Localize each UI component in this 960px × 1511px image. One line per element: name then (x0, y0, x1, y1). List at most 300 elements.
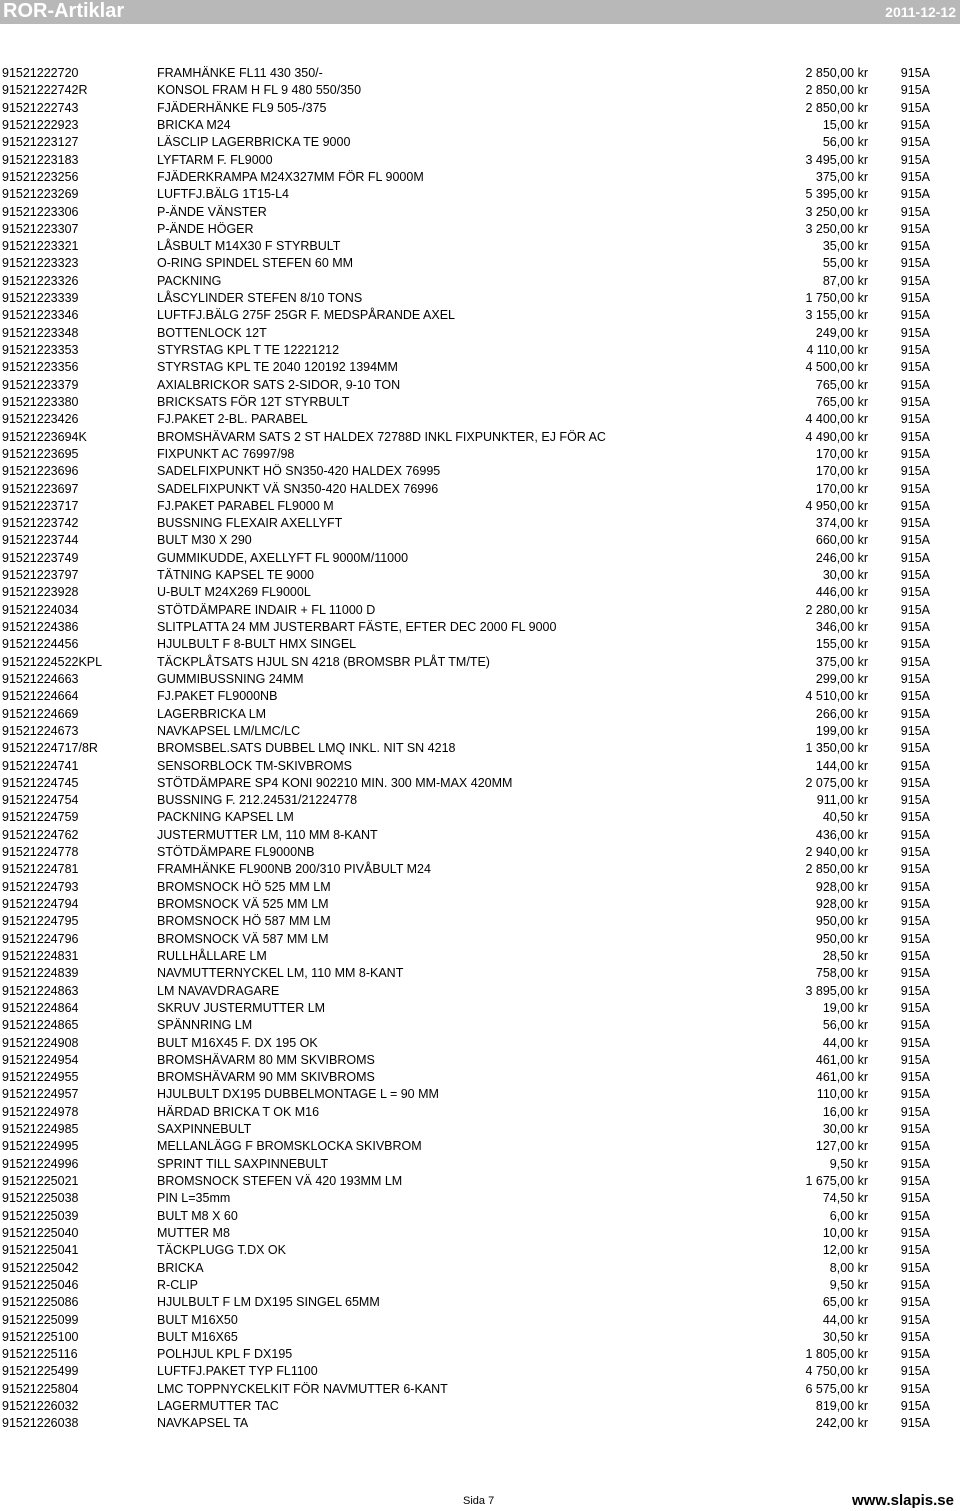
article-price: 3 250,00 kr (805, 204, 868, 219)
article-number: 91521224864 (2, 1000, 79, 1015)
article-price: 1 350,00 kr (805, 741, 868, 756)
article-code: 915A (900, 429, 930, 444)
article-code: 915A (900, 758, 930, 773)
article-description: HJULBULT F LM DX195 SINGEL 65MM (157, 1295, 380, 1310)
article-code: 915A (900, 1035, 930, 1050)
article-code: 915A (900, 100, 930, 115)
table-row (0, 481, 960, 498)
article-number: 91521225804 (2, 1381, 79, 1396)
table-row (0, 186, 960, 203)
table-row (0, 758, 960, 775)
article-description: STÖTDÄMPARE FL9000NB (157, 845, 315, 860)
table-row (0, 1104, 960, 1121)
article-number: 91521224957 (2, 1087, 79, 1102)
article-price: 249,00 kr (815, 325, 868, 340)
article-price: 170,00 kr (815, 446, 868, 461)
article-description: U-BULT M24X269 FL9000L (157, 585, 311, 600)
article-code: 915A (900, 845, 930, 860)
article-number: 91521224717/8R (2, 741, 98, 756)
article-number: 91521223269 (2, 187, 79, 202)
article-description: BROMSBEL.SATS DUBBEL LMQ INKL. NIT SN 4218 (157, 741, 456, 756)
article-description: GUMMIKUDDE, AXELLYFT FL 9000M/11000 (157, 550, 409, 565)
article-code: 915A (900, 1347, 930, 1362)
article-price: 1 750,00 kr (805, 291, 868, 306)
article-price: 4 490,00 kr (805, 429, 868, 444)
table-row (0, 342, 960, 359)
table-row (0, 861, 960, 878)
article-number: 91521225040 (2, 1225, 79, 1240)
article-description: NAVKAPSEL TA (157, 1416, 249, 1431)
table-row (0, 1277, 960, 1294)
table-row (0, 844, 960, 861)
article-code: 915A (900, 1174, 930, 1188)
article-code: 915A (900, 187, 930, 202)
article-price: 3 155,00 kr (805, 308, 868, 323)
article-number: 91521223744 (2, 533, 79, 548)
article-price: 110,00 kr (816, 1087, 868, 1102)
table-row (0, 636, 960, 653)
article-number: 91521224669 (2, 706, 79, 721)
article-code: 915A (900, 498, 930, 513)
article-code: 915A (900, 1122, 930, 1137)
table-row (0, 775, 960, 792)
article-price: 5 395,00 kr (805, 187, 868, 202)
article-number: 91521225042 (2, 1260, 79, 1275)
article-code: 915A (900, 620, 930, 634)
article-code: 915A (900, 464, 930, 479)
article-description: STYRSTAG KPL TE 2040 120192 1394MM (157, 360, 398, 375)
table-row (0, 879, 960, 896)
table-row (0, 1017, 960, 1034)
article-number: 91521224741 (2, 758, 79, 773)
article-description: MELLANLÄGG F BROMSKLOCKA SKIVBROM (157, 1139, 422, 1154)
article-price: 144,00 kr (815, 758, 868, 773)
article-price: 765,00 kr (815, 377, 868, 392)
table-row (0, 965, 960, 982)
table-row (0, 792, 960, 809)
article-number: 91521223696 (2, 464, 79, 479)
table-row (0, 411, 960, 428)
article-number: 91521224831 (2, 948, 79, 963)
article-code: 915A (900, 533, 930, 548)
article-number: 91521224673 (2, 723, 79, 738)
table-row (0, 1190, 960, 1207)
article-code: 915A (900, 325, 930, 340)
table-row (0, 1000, 960, 1017)
article-number: 91521226032 (2, 1399, 79, 1414)
article-number: 91521224996 (2, 1156, 79, 1171)
table-row (0, 550, 960, 567)
article-price: 155,00 kr (815, 637, 868, 652)
article-description: PACKNING KAPSEL LM (157, 810, 294, 825)
article-description: BULT M8 X 60 (157, 1208, 238, 1223)
table-row (0, 602, 960, 619)
table-row (0, 1329, 960, 1346)
table-row (0, 1242, 960, 1259)
table-row (0, 394, 960, 411)
article-code: 915A (900, 671, 930, 686)
article-description: FRAMHÄNKE FL900NB 200/310 PIVÅBULT M24 (157, 862, 431, 877)
article-number: 91521225086 (2, 1295, 79, 1310)
table-row (0, 446, 960, 463)
article-price: 30,00 kr (822, 1122, 868, 1137)
article-number: 91521224663 (2, 671, 79, 686)
article-price: 299,00 kr (815, 671, 868, 686)
article-code: 915A (900, 135, 930, 150)
article-description: BROMSNOCK STEFEN VÄ 420 193MM LM (157, 1174, 403, 1188)
article-number: 91521225116 (2, 1347, 78, 1362)
article-code: 915A (900, 983, 930, 998)
article-description: STÖTDÄMPARE SP4 KONI 902210 MIN. 300 MM-MAX 420MM (157, 775, 513, 790)
page-number: Sida 7 (463, 1495, 495, 1507)
article-description: RULLHÅLLARE LM (157, 948, 267, 963)
article-code: 915A (900, 1208, 930, 1223)
article-price: 819,00 kr (815, 1399, 868, 1414)
article-code: 915A (900, 966, 930, 981)
article-number: 91521223326 (2, 273, 79, 288)
article-number: 91521223695 (2, 446, 79, 461)
article-code: 915A (900, 1399, 930, 1414)
article-price: 2 850,00 kr (805, 83, 868, 98)
article-price: 44,00 kr (822, 1312, 868, 1327)
article-number: 91521224754 (2, 793, 79, 808)
article-price: 461,00 kr (815, 1070, 868, 1085)
article-price: 950,00 kr (815, 931, 868, 946)
article-code: 915A (900, 221, 930, 236)
article-price: 375,00 kr (815, 654, 868, 669)
article-description: LÄSCLIP LAGERBRICKA TE 9000 (157, 135, 351, 150)
article-price: 3 250,00 kr (805, 221, 868, 236)
table-row (0, 1312, 960, 1329)
article-number: 91521224978 (2, 1104, 79, 1119)
article-number: 91521225099 (2, 1312, 79, 1327)
table-row (0, 515, 960, 532)
table-row (0, 65, 960, 82)
article-description: LÅSCYLINDER STEFEN 8/10 TONS (157, 291, 363, 306)
article-description: BRICKA (157, 1260, 204, 1275)
article-price: 199,00 kr (815, 723, 868, 738)
article-code: 915A (900, 793, 930, 808)
article-description: BUSSNING F. 212.24531/21224778 (157, 793, 358, 808)
article-description: FRAMHÄNKE FL11 430 350/- (157, 66, 323, 80)
table-row (0, 307, 960, 324)
article-description: TÄTNING KAPSEL TE 9000 (157, 568, 315, 583)
table-row (0, 1381, 960, 1398)
article-price: 765,00 kr (815, 394, 868, 409)
article-price: 950,00 kr (815, 914, 868, 929)
table-row (0, 948, 960, 965)
article-description: AXIALBRICKOR SATS 2-SIDOR, 9-10 TON (157, 377, 401, 392)
article-code: 915A (900, 1104, 930, 1119)
article-description: PIN L=35mm (157, 1191, 231, 1206)
article-number: 91521224759 (2, 810, 79, 825)
article-code: 915A (900, 550, 930, 565)
article-price: 56,00 kr (822, 135, 868, 150)
article-description: BULT M30 X 290 (157, 533, 252, 548)
table-row (0, 1415, 960, 1432)
article-number: 91521223379 (2, 377, 79, 392)
page-header (0, 0, 960, 24)
article-code: 915A (900, 914, 930, 929)
article-description: STÖTDÄMPARE INDAIR + FL 11000 D (157, 602, 376, 617)
article-price: 65,00 kr (822, 1295, 868, 1310)
footer-url[interactable]: www.slapis.se (852, 1492, 954, 1509)
table-row (0, 238, 960, 255)
article-code: 915A (900, 117, 930, 132)
article-description: JUSTERMUTTER LM, 110 MM 8-KANT (157, 827, 378, 842)
article-description: FIXPUNKT AC 76997/98 (157, 446, 295, 461)
article-code: 915A (900, 1312, 930, 1327)
article-price: 56,00 kr (822, 1018, 868, 1033)
article-number: 91521223348 (2, 325, 79, 340)
article-code: 915A (900, 1070, 930, 1085)
article-number: 91521223697 (2, 481, 79, 496)
article-description: LÅSBULT M14X30 F STYRBULT (157, 239, 341, 254)
article-number: 91521223353 (2, 343, 79, 357)
table-row (0, 1294, 960, 1311)
table-row (0, 654, 960, 671)
article-description: FJÄDERHÄNKE FL9 505-/375 (157, 100, 327, 115)
article-price: 2 075,00 kr (805, 775, 868, 790)
article-number: 91521224034 (2, 602, 79, 617)
table-row (0, 1398, 960, 1415)
article-price: 4 400,00 kr (805, 412, 868, 427)
article-number: 91521223339 (2, 291, 79, 306)
table-row (0, 1069, 960, 1086)
article-description: LYFTARM F. FL9000 (157, 152, 273, 167)
article-description: SPRINT TILL SAXPINNEBULT (157, 1156, 329, 1171)
table-row (0, 498, 960, 515)
article-price: 74,50 kr (822, 1191, 868, 1206)
article-price: 28,50 kr (822, 948, 868, 963)
article-price: 10,00 kr (822, 1225, 868, 1240)
article-code: 915A (900, 1156, 930, 1171)
article-description: BROMSNOCK HÖ 525 MM LM (157, 879, 331, 894)
article-description: LAGERBRICKA LM (157, 706, 267, 721)
article-description: BROMSHÄVARM 90 MM SKIVBROMS (157, 1070, 375, 1085)
table-row (0, 1346, 960, 1363)
article-description: STYRSTAG KPL T TE 12221212 (157, 343, 340, 357)
article-description: KONSOL FRAM H FL 9 480 550/350 (157, 83, 362, 98)
article-code: 915A (900, 169, 930, 184)
article-number: 91521224794 (2, 897, 79, 911)
article-description: P-ÄNDE HÖGER (157, 221, 254, 236)
article-number: 91521223323 (2, 256, 79, 271)
article-price: 16,00 kr (822, 1104, 868, 1119)
table-row (0, 619, 960, 636)
article-price: 170,00 kr (815, 464, 868, 479)
table-row (0, 896, 960, 913)
article-code: 915A (900, 741, 930, 756)
table-row (0, 1138, 960, 1155)
article-description: LUFTFJ.BÄLG 275F 25GR F. MEDSPÅRANDE AXEL (157, 308, 456, 323)
article-description: SADELFIXPUNKT VÄ SN350-420 HALDEX 76996 (157, 481, 439, 496)
article-description: NAVKAPSEL LM/LMC/LC (157, 723, 301, 738)
article-code: 915A (900, 723, 930, 738)
article-number: 91521225499 (2, 1364, 79, 1379)
article-price: 3 895,00 kr (805, 983, 868, 998)
article-price: 35,00 kr (822, 239, 868, 254)
table-row (0, 290, 960, 307)
article-price: 15,00 kr (822, 117, 868, 132)
article-number: 91521224522KPL (2, 654, 103, 669)
table-row (0, 584, 960, 601)
article-number: 91521223256 (2, 169, 79, 184)
article-code: 915A (900, 1277, 930, 1292)
article-number: 91521223742 (2, 516, 79, 531)
article-code: 915A (900, 568, 930, 583)
table-row (0, 567, 960, 584)
article-price: 19,00 kr (822, 1000, 868, 1015)
table-row (0, 359, 960, 376)
article-number: 91521224795 (2, 914, 79, 929)
article-description: BROMSNOCK VÄ 587 MM LM (157, 931, 329, 946)
table-row (0, 723, 960, 740)
table-row (0, 429, 960, 446)
article-code: 915A (900, 1416, 930, 1431)
article-code: 915A (900, 377, 930, 392)
article-price: 2 280,00 kr (805, 602, 868, 617)
article-price: 87,00 kr (822, 273, 868, 288)
article-price: 2 850,00 kr (805, 862, 868, 877)
article-description: HJULBULT DX195 DUBBELMONTAGE L = 90 MM (157, 1087, 439, 1102)
article-number: 91521222742R (2, 83, 88, 98)
article-code: 915A (900, 585, 930, 600)
table-row (0, 671, 960, 688)
article-description: BRICKA M24 (157, 117, 231, 132)
article-description: FJ.PAKET FL9000NB (157, 689, 278, 704)
article-code: 915A (900, 1139, 930, 1154)
article-code: 915A (900, 152, 930, 167)
article-number: 91521224778 (2, 845, 79, 860)
article-number: 91521225046 (2, 1277, 79, 1292)
article-number: 91521223426 (2, 412, 79, 427)
article-number: 91521224386 (2, 620, 79, 634)
article-number: 91521224793 (2, 879, 79, 894)
article-price: 4 510,00 kr (805, 689, 868, 704)
table-row (0, 377, 960, 394)
table-row (0, 325, 960, 342)
article-code: 915A (900, 308, 930, 323)
article-description: HÄRDAD BRICKA T OK M16 (157, 1104, 320, 1119)
table-row (0, 931, 960, 948)
article-code: 915A (900, 1000, 930, 1015)
article-number: 91521223749 (2, 550, 79, 565)
table-row (0, 809, 960, 826)
article-number: 91521224955 (2, 1070, 79, 1085)
article-price: 30,50 kr (822, 1329, 868, 1344)
table-row (0, 1363, 960, 1380)
article-description: SKRUV JUSTERMUTTER LM (157, 1000, 326, 1015)
table-row (0, 204, 960, 221)
article-code: 915A (900, 931, 930, 946)
table-row (0, 117, 960, 134)
article-description: BROMSHÄVARM SATS 2 ST HALDEX 72788D INKL FIXPUNKTER, EJ FÖR AC (157, 429, 606, 444)
article-description: LUFTFJ.PAKET TYP FL1100 (157, 1364, 318, 1379)
table-row (0, 913, 960, 930)
article-code: 915A (900, 1329, 930, 1344)
article-code: 915A (900, 654, 930, 669)
article-description: LUFTFJ.BÄLG 1T15-L4 (157, 187, 289, 202)
article-code: 915A (900, 66, 930, 80)
article-number: 91521224865 (2, 1018, 79, 1033)
article-description: TÄCKPLUGG T.DX OK (157, 1243, 286, 1258)
article-price: 6,00 kr (829, 1208, 868, 1223)
table-row (0, 82, 960, 99)
article-description: HJULBULT F 8-BULT HMX SINGEL (157, 637, 357, 652)
table-row (0, 100, 960, 117)
article-code: 915A (900, 394, 930, 409)
article-description: MUTTER M8 (157, 1225, 230, 1240)
article-number: 91521222743 (2, 100, 79, 115)
article-code: 915A (900, 204, 930, 219)
article-price: 40,50 kr (822, 810, 868, 825)
article-price: 44,00 kr (822, 1035, 868, 1050)
article-description: NAVMUTTERNYCKEL LM, 110 MM 8-KANT (157, 966, 404, 981)
article-number: 91521222720 (2, 66, 79, 80)
article-number: 91521224839 (2, 966, 79, 981)
article-description: FJ.PAKET 2-BL. PARABEL (157, 412, 308, 427)
article-code: 915A (900, 1225, 930, 1240)
table-row (0, 1173, 960, 1190)
article-number: 91521224954 (2, 1052, 79, 1067)
article-description: BOTTENLOCK 12T (157, 325, 267, 340)
article-price: 8,00 kr (829, 1260, 868, 1275)
article-number: 91521223694K (2, 429, 87, 444)
article-code: 915A (900, 706, 930, 721)
table-row (0, 1208, 960, 1225)
table-row (0, 983, 960, 1000)
table-row (0, 1121, 960, 1138)
article-price: 127,00 kr (815, 1139, 868, 1154)
article-number: 91521224985 (2, 1122, 79, 1137)
article-description: BROMSNOCK VÄ 525 MM LM (157, 897, 329, 911)
article-code: 915A (900, 481, 930, 496)
article-number: 91521226038 (2, 1416, 79, 1431)
article-number: 91521223127 (2, 135, 79, 150)
article-description: O-RING SPINDEL STEFEN 60 MM (157, 256, 354, 271)
table-row (0, 152, 960, 169)
article-code: 915A (900, 1191, 930, 1206)
article-price: 6 575,00 kr (805, 1381, 868, 1396)
article-number: 91521223346 (2, 308, 79, 323)
article-price: 266,00 kr (815, 706, 868, 721)
article-description: SLITPLATTA 24 MM JUSTERBART FÄSTE, EFTER DEC 2000 FL 9000 (157, 620, 557, 634)
article-price: 346,00 kr (815, 620, 868, 634)
header-date: 2011-12-12 (885, 4, 956, 20)
table-row (0, 1086, 960, 1103)
article-code: 915A (900, 360, 930, 375)
article-code: 915A (900, 343, 930, 357)
table-row (0, 169, 960, 186)
table-row (0, 1156, 960, 1173)
article-description: BULT M16X45 F. DX 195 OK (157, 1035, 318, 1050)
article-price: 2 850,00 kr (805, 100, 868, 115)
table-row (0, 740, 960, 757)
article-description: P-ÄNDE VÄNSTER (157, 204, 267, 219)
article-number: 91521224456 (2, 637, 79, 652)
article-description: POLHJUL KPL F DX195 (157, 1347, 293, 1362)
article-price: 55,00 kr (822, 256, 868, 271)
article-price: 2 940,00 kr (805, 845, 868, 860)
article-number: 91521222923 (2, 117, 79, 132)
article-description: R-CLIP (157, 1277, 198, 1292)
article-number: 91521223183 (2, 152, 79, 167)
article-price: 374,00 kr (815, 516, 868, 531)
article-price: 2 850,00 kr (805, 66, 868, 80)
article-price: 4 950,00 kr (805, 498, 868, 513)
article-code: 915A (900, 897, 930, 911)
